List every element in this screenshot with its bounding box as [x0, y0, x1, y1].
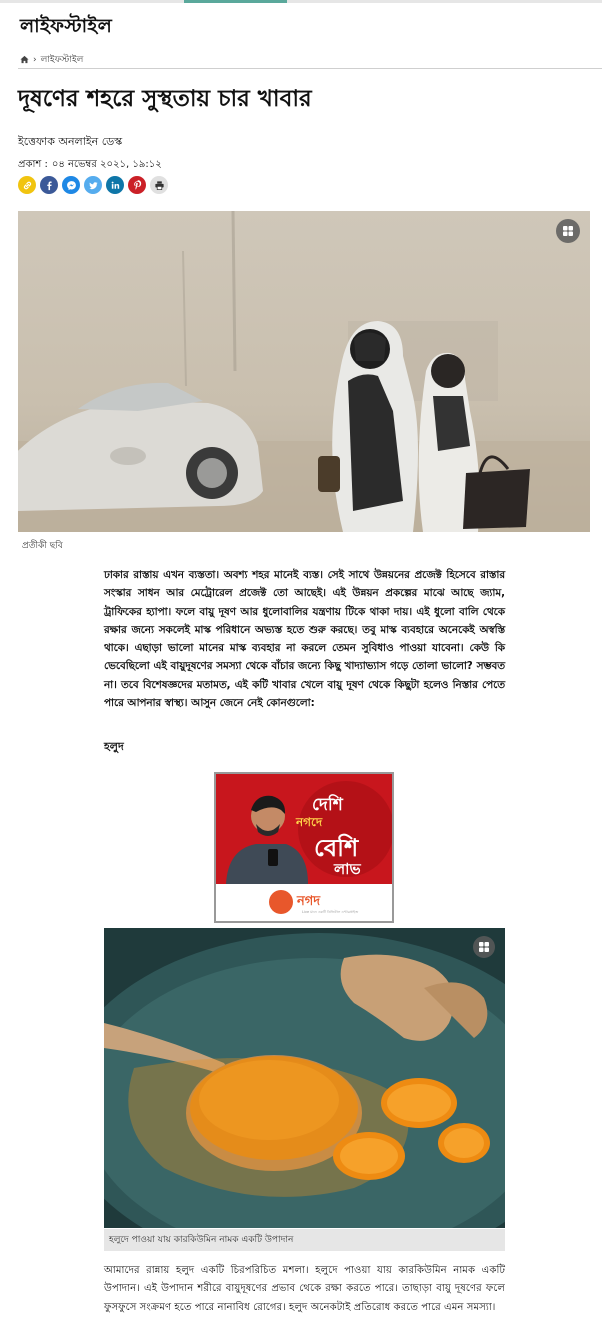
print-icon	[154, 180, 165, 191]
breadcrumb-current[interactable]: লাইফস্টাইল	[40, 55, 84, 65]
twitter-icon	[88, 180, 99, 191]
section-title[interactable]: লাইফস্টাইল	[20, 15, 113, 37]
facebook-icon	[44, 180, 55, 191]
pinterest-share-button[interactable]	[128, 176, 146, 194]
copy-link-button[interactable]	[18, 176, 36, 194]
article-paragraph-2: আমাদের রান্নায় হলুদ একটি চিরপরিচিত মশলা। হলুদে পাওয়া যায় কারকিউমিন নামক একটি উপাদান। এই উপাদান শরীরে বায়ুদূষণের প্রভাব থেকে রক্ষা করতে পারে। তাছাড়া বায়ু দূষণের ফলে ফুসফুসে সংক্রমণ হতে পারে নানাবিধ রোগের। হলুদ অনেকটাই প্রতিরোধ করতে পারে এমন সমস্যা।	[104, 1265, 505, 1313]
ad-line-1: দেশি	[312, 795, 343, 815]
turmeric-caption: হলুদে পাওয়া যায় কারকিউমিন নামক একটি উপাদান	[104, 1229, 505, 1251]
twitter-share-button[interactable]	[84, 176, 102, 194]
print-button[interactable]	[150, 176, 168, 194]
breadcrumb-separator: ›	[33, 54, 37, 65]
ad-line-2: নগদে	[296, 815, 323, 829]
hero-photo-smog-street	[18, 211, 590, 532]
ad-line-3: বেশি	[314, 834, 359, 862]
advertisement-banner[interactable]	[214, 772, 394, 923]
publish-label: প্রকাশ :	[18, 159, 48, 170]
active-tab-indicator[interactable]	[184, 0, 287, 3]
linkedin-share-button[interactable]	[106, 176, 124, 194]
gallery-button[interactable]	[556, 219, 580, 243]
linkedin-icon	[110, 180, 121, 191]
hero-image	[18, 211, 590, 532]
turmeric-image	[104, 928, 505, 1228]
article-subhead: হলুদ	[104, 740, 124, 753]
publish-date: ০৪ নভেম্বর ২০২১, ১৯:১২	[51, 159, 162, 170]
messenger-share-button[interactable]	[62, 176, 80, 194]
messenger-icon	[66, 180, 77, 191]
pinterest-icon	[132, 180, 143, 191]
article-paragraph-1: ঢাকার রাস্তায় এখন ব্যস্ততা। অবশ্য শহর মানেই ব্যস্ত। সেই সাথে উন্নয়নের প্রজেক্ট হিসেবে রাস্তার সংস্কার সাধন আর মেট্রোরেল প্রজেক্ট তো আছেই। এই উন্নয়ন প্রকল্পের মাঝে আছে জ্যাম, ট্রাফিকের হ্যাপা। ফলে বায়ু দূষণ আর ধুলোবালির যন্ত্রণায় টিকে থাকা দায়। এই ধুলো বালি থেকে রক্ষার জন্যে সকলেই মাস্ক পরিধানে অভ্যস্ত হতে শুরু করছে। তবু মাস্ক ব্যবহারে অনেকেই অস্বস্তি থাকে। এছাড়া ভালো মানের মাস্ক ব্যবহার না করলে তেমন সুবিধাও পাওয়া যাবেনা। কেউ কি ভেবেছিলো এই বায়ুদূষণের সমস্যা থেকে বাঁচার জন্যে কিছু খাদ্যাভ্যাস গড়ে তোলা ভালো? সম্ভবত না। তবে বিশেষজ্ঞদের মতামত, এই কটি খাবার খেলে বায়ু দূষণ থেকে কিছুটা হলেও নিস্তার পেতে পারে আপনার স্বাস্থ্য। আসুন জেনে নেই কোনগুলো:	[104, 569, 505, 710]
turmeric-photo	[104, 928, 505, 1228]
turmeric-gallery-button[interactable]	[473, 936, 495, 958]
facebook-share-button[interactable]	[40, 176, 58, 194]
home-icon[interactable]	[20, 55, 29, 64]
share-bar	[18, 176, 168, 194]
link-icon	[22, 180, 33, 191]
hero-caption: প্রতীকী ছবি	[22, 541, 63, 551]
header-divider	[18, 68, 602, 69]
ad-line-4: লাভ	[334, 860, 361, 878]
article-author[interactable]: ইত্তেফাক অনলাইন ডেস্ক	[18, 135, 123, 148]
ad-brand-sub: Live মানে একটি ডিজিটাল এন্টারপ্রাইজ	[302, 910, 359, 914]
article-headline: দূষণের শহরে সুস্থতায় চার খাবার	[18, 86, 312, 112]
ad-red-panel	[216, 774, 392, 884]
publish-info	[18, 157, 162, 174]
grid-icon	[478, 941, 490, 953]
breadcrumb	[20, 52, 83, 67]
grid-icon	[562, 225, 574, 237]
ad-brand-name: নগদ	[297, 893, 321, 909]
top-tab-bar	[0, 0, 602, 3]
nagad-logo-icon	[269, 890, 293, 914]
